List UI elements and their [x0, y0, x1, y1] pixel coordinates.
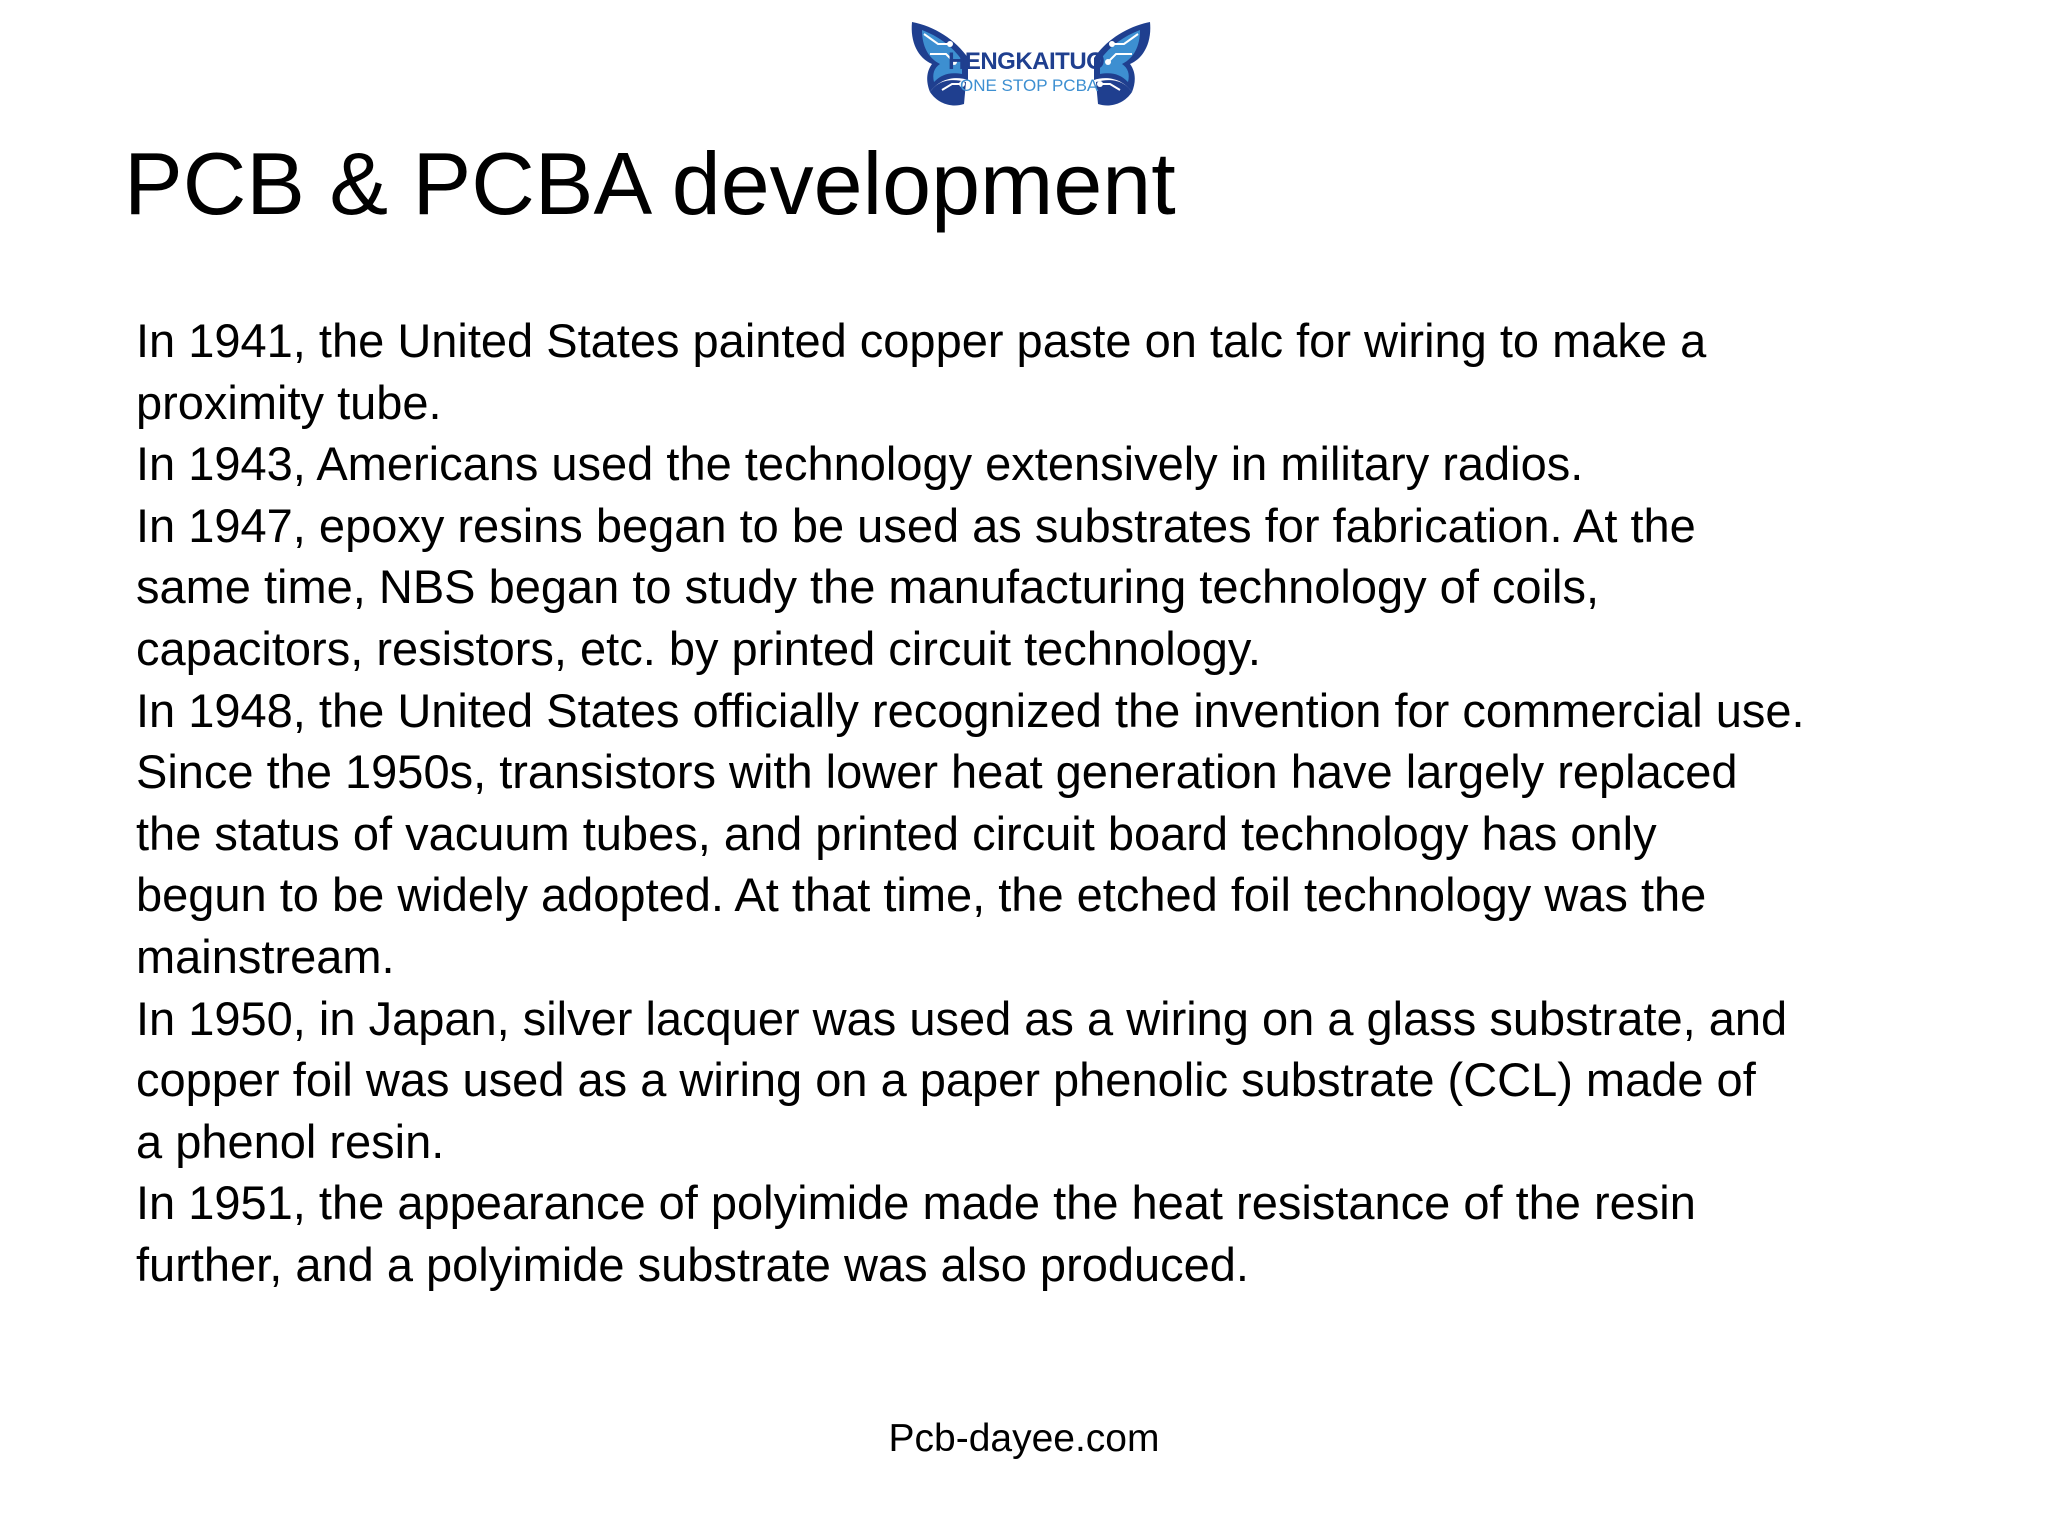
- text-line: further, and a polyimide substrate was also produced.: [136, 1237, 1249, 1291]
- slide-title: PCB & PCBA development: [124, 134, 1176, 233]
- paragraph-1947: [136, 495, 2026, 680]
- paragraph-1943: [136, 433, 2026, 495]
- text-line: the status of vacuum tubes, and printed circuit board technology has only: [136, 806, 1657, 860]
- text-line: copper foil was used as a wiring on a paper phenolic substrate (CCL) made of: [136, 1053, 1756, 1107]
- paragraph-1951: [136, 1172, 2026, 1295]
- text-line: begun to be widely adopted. At that time, the etched foil technology was the: [136, 868, 1707, 922]
- text-line: a phenol resin.: [136, 1114, 445, 1168]
- paragraph-1941: [136, 310, 2026, 433]
- text-line: In 1951, the appearance of polyimide made the heat resistance of the resin: [136, 1176, 1696, 1230]
- paragraph-1950s: [136, 741, 2026, 987]
- history-text-block: [136, 310, 2026, 1296]
- footer-website: Pcb-dayee.com: [888, 1417, 1160, 1460]
- text-line: Since the 1950s, transistors with lower heat generation have largely replaced: [136, 745, 1738, 799]
- company-logo: [904, 18, 1158, 110]
- text-line: In 1950, in Japan, silver lacquer was used as a wiring on a glass substrate, and: [136, 991, 1788, 1045]
- text-line: same time, NBS began to study the manufacturing technology of coils,: [136, 560, 1600, 614]
- text-line: proximity tube.: [136, 375, 442, 429]
- text-line: In 1948, the United States officially recognized the invention for commercial use.: [136, 683, 1805, 737]
- text-line: In 1941, the United States painted copper paste on talc for wiring to make a: [136, 314, 1707, 367]
- text-line: capacitors, resistors, etc. by printed circuit technology.: [136, 621, 1261, 675]
- paragraph-1950: [136, 988, 2026, 1173]
- text-line: In 1947, epoxy resins began to be used as substrates for fabrication. At the: [136, 498, 1696, 552]
- paragraph-1948: [136, 680, 2026, 742]
- logo-brand-text: HENGKAITUO: [948, 48, 1105, 75]
- text-line: mainstream.: [136, 929, 395, 983]
- text-line: In 1943, Americans used the technology extensively in military radios.: [136, 437, 1584, 491]
- logo-tagline: ONE STOP PCBA: [960, 76, 1099, 95]
